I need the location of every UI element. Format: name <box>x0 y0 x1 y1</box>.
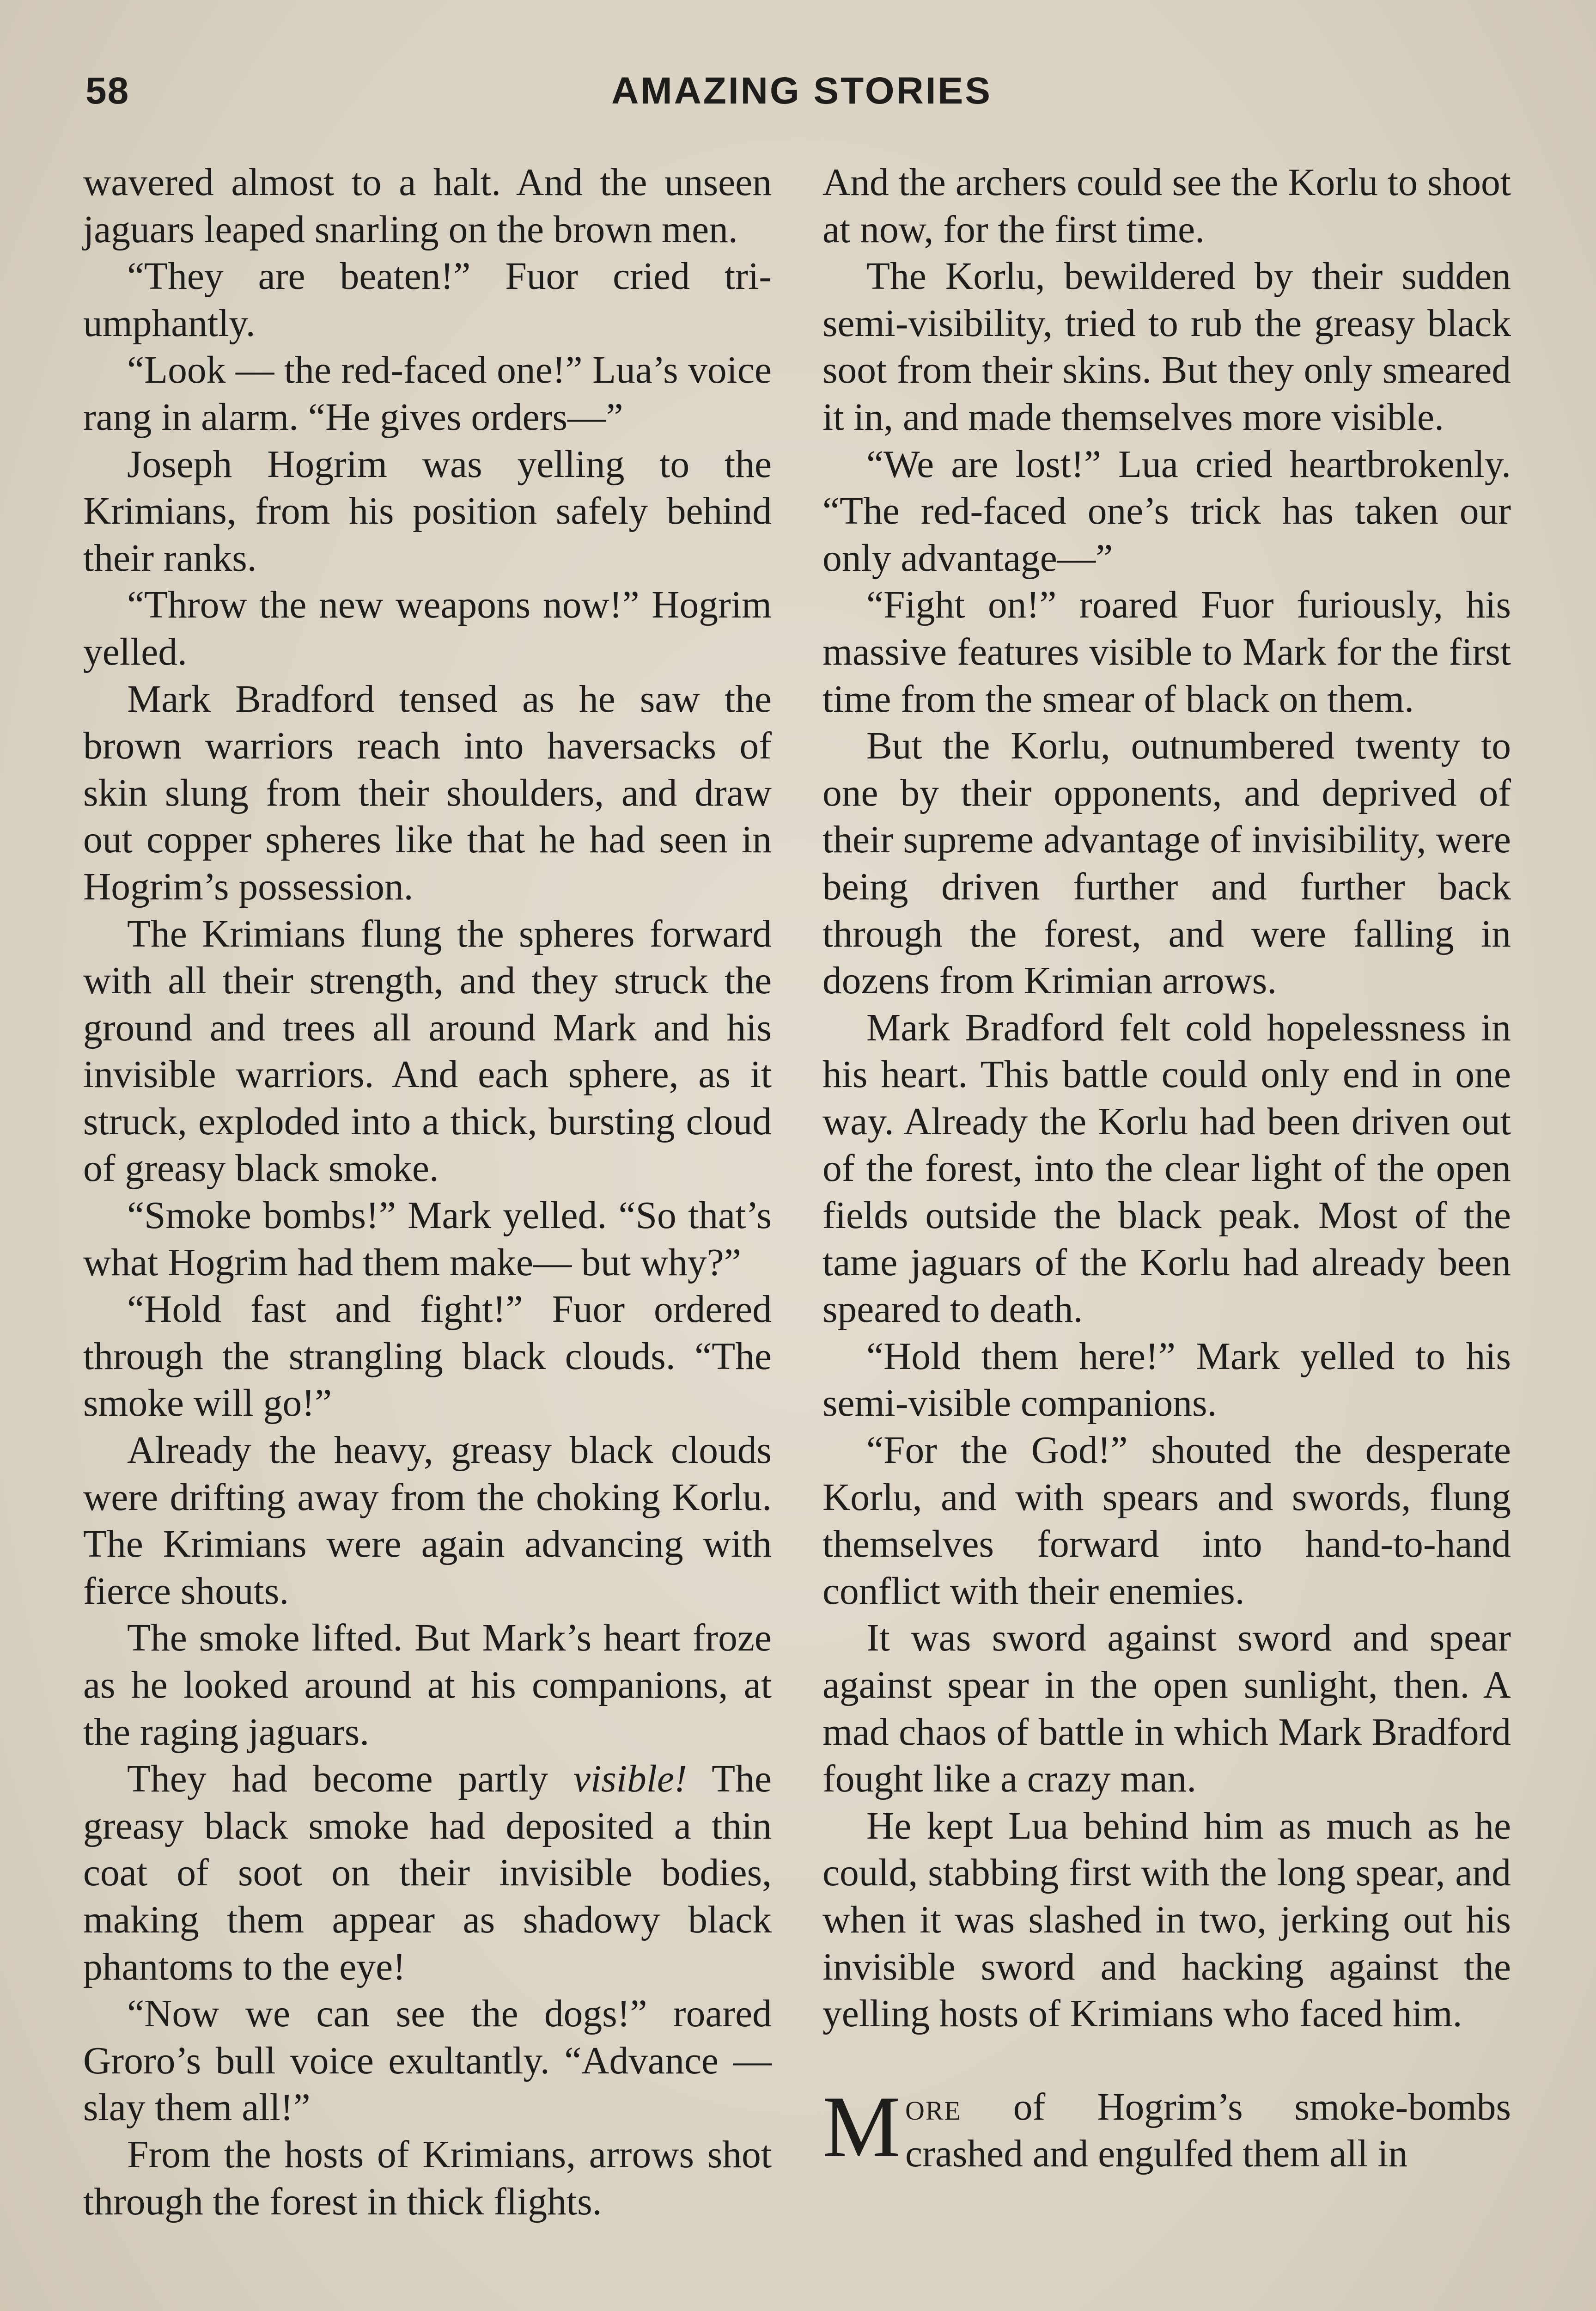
paragraph: “We are lost!” Lua cried heartbrokenly. “The red-faced one’s trick has taken our only advantage—” <box>822 443 1511 580</box>
emphasis-text: visible! <box>573 1758 687 1801</box>
paragraph: “They are beaten!” Fuor cried triumphantly. <box>83 255 772 345</box>
text-run: The greasy black smoke had deposited a thin coat of soot on their invisible bodies, making them appear as shadowy black phantoms to the eye! <box>83 1758 772 1988</box>
small-caps-lead: ore <box>905 2085 962 2128</box>
text-run: of Hogrim’s smoke-bombs crashed and engulfed them all in <box>905 2085 1511 2176</box>
paragraph: “Now we can see the dogs!” roared Groro’s bull voice exultantly. “Advance —slay them all!” <box>83 1993 772 2129</box>
paragraph: The Korlu, bewildered by their sudden semi-visibility, tried to rub the greasy black soot from their skins. But they only smeared it in, and made themselves more visible. <box>822 255 1511 439</box>
paragraph: “Hold them here!” Mark yelled to his semi-visible companions. <box>822 1335 1511 1425</box>
paragraph: He kept Lua behind him as much as he could, stabbing first with the long spear, and when it was slashed in two, jerking out his invisible sword and hacking against the yelling hosts of Krimians who faced him. <box>822 1804 1511 2036</box>
paragraph: “Hold fast and fight!” Fuor ordered through the strangling black clouds. “The smoke will go!” <box>83 1288 772 1425</box>
paragraph: Mark Bradford felt cold hopelessness in his heart. This battle could only end in one way. Already the Korlu had been driven out of the forest, into the clear light of the open fields outside the black peak. Most of the tame jaguars of the Korlu had already been speared to death. <box>822 1006 1511 1331</box>
paragraph <box>83 1756 772 1991</box>
paragraph: But the Korlu, outnumbered twenty to one by their opponents, and deprived of their supreme advantage of invisibility, were being driven further and further back through the forest, and were falling in dozens from Krimian arrows. <box>822 725 1511 1003</box>
right-column <box>822 159 1511 2178</box>
paragraph: “Fight on!” roared Fuor furiously, his massive features visible to Mark for the first time from the smear of black on them. <box>822 584 1511 721</box>
paragraph: “Look — the red-faced one!” Lua’s voice rang in alarm. “He gives orders—” <box>83 349 772 439</box>
text-run: They had become partly <box>127 1758 574 1801</box>
paragraph: Already the heavy, greasy black clouds were drifting away from the choking Korlu. The Krimians were again advancing with fierce shouts. <box>83 1429 772 1613</box>
paragraph: The smoke lifted. But Mark’s heart froze as he looked around at his companions, at the raging jaguars. <box>83 1617 772 1754</box>
paragraph: From the hosts of Krimians, arrows shot through the forest in thick flights. <box>83 2133 772 2223</box>
drop-cap: M <box>822 2078 901 2176</box>
paragraph: Mark Bradford tensed as he saw the brown warriors reach into haversacks of skin slung from their shoulders, and draw out copper spheres like that he had seen in Hogrim’s possession. <box>83 678 772 908</box>
paragraph: “For the God!” shouted the desperate Korlu, and with spears and swords, flung themselves forward into hand-to-hand conflict with their enemies. <box>822 1429 1511 1613</box>
page-number: 58 <box>85 70 130 112</box>
paragraph: It was sword against sword and spear against spear in the open sunlight, then. A mad chaos of battle in which Mark Bradford fought like a crazy man. <box>822 1617 1511 1801</box>
paragraph: The Krimians flung the spheres forward with all their strength, and they struck the ground and trees all around Mark and his invisible warriors. And each sphere, as it struck, exploded into a thick, bursting cloud of greasy black smoke. <box>83 912 772 1190</box>
running-head: AMAZING STORIES <box>611 70 992 112</box>
section-opening-paragraph <box>822 2078 1511 2178</box>
paragraph: “Smoke bombs!” Mark yelled. “So that’s what Hogrim had them make— but why?” <box>83 1194 772 1284</box>
paragraph: wavered almost to a halt. And the unseen jaguars leaped snarling on the brown men. <box>83 161 772 251</box>
paragraph: Joseph Hogrim was yelling to the Krimians, from his position safely behind their ranks. <box>83 443 772 580</box>
page-header <box>85 69 1518 129</box>
paragraph: And the archers could see the Korlu to shoot at now, for the first time. <box>822 161 1511 251</box>
paragraph: “Throw the new weapons now!” Hogrim yelled. <box>83 584 772 673</box>
left-column <box>83 159 772 2225</box>
